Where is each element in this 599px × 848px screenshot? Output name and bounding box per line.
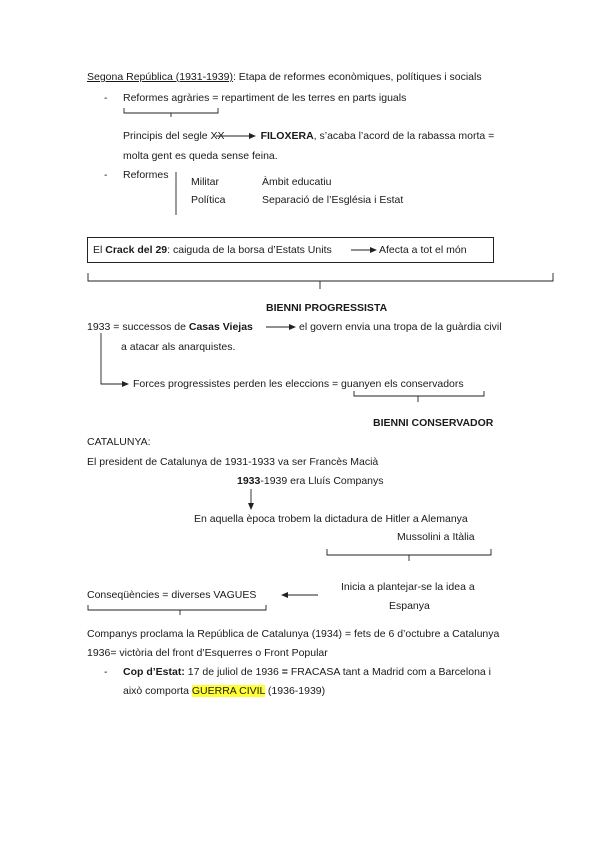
bullet: - bbox=[104, 169, 108, 181]
reform-desc: Àmbit educatiu bbox=[262, 176, 332, 188]
front-popular-line: 1936= victòria del front d’Esquerres o Front Popular bbox=[87, 647, 328, 659]
cop-line bbox=[123, 666, 491, 679]
bracket-under-icon bbox=[327, 549, 491, 555]
cop-bold: Cop d’Estat: bbox=[123, 666, 185, 678]
macia-line: El president de Catalunya de 1931-1933 va ser Francès Macià bbox=[87, 456, 379, 468]
elections-line: Forces progressistes perden les eleccions = guanyen els conservadors bbox=[133, 378, 464, 390]
section-heading: BIENNI PROGRESSISTA bbox=[266, 302, 388, 314]
crack-bold: Crack del 29 bbox=[105, 244, 168, 256]
casas-viejas-consequence: el govern envia una tropa de la guàrdia civil bbox=[299, 321, 502, 333]
page-subtitle: : Etapa de reformes econòmiques, polítiques i socials bbox=[232, 71, 482, 83]
companys-line bbox=[237, 475, 384, 488]
guerra-civil-highlight: GUERRA CIVIL bbox=[191, 685, 266, 697]
consequences-line: Conseqüències = diverses VAGUES bbox=[87, 589, 257, 601]
bullet: - bbox=[104, 666, 108, 678]
dictatorship-line: En aquella època trobem la dictadura de Hitler a Alemanya bbox=[194, 513, 468, 525]
crack-effect: Afecta a tot el món bbox=[379, 244, 467, 256]
casas-viejas-line-2: a atacar als anarquistes. bbox=[121, 341, 236, 353]
bracket-under-icon bbox=[354, 391, 484, 396]
reformes-label: Reformes bbox=[123, 169, 169, 181]
reformes-agraries-text: Reformes agràries = repartiment de les terres en parts iguals bbox=[123, 92, 407, 104]
bracket-under-icon bbox=[124, 108, 218, 113]
companys-year: 1933 bbox=[237, 475, 261, 487]
filoxera-bold: FILOXERA bbox=[260, 130, 314, 142]
companys-rest: -1939 era Lluís Companys bbox=[260, 475, 384, 487]
page-title: Segona República (1931-1939) bbox=[87, 71, 233, 83]
bullet: - bbox=[104, 92, 108, 104]
casas-viejas-line bbox=[87, 321, 253, 334]
guerra-years: (1936-1939) bbox=[265, 685, 326, 697]
filoxera-line bbox=[123, 130, 494, 143]
section-heading: BIENNI CONSERVADOR bbox=[373, 417, 494, 429]
casas-bold: Casas Viejas bbox=[188, 321, 253, 333]
brace-under-icon bbox=[88, 273, 553, 281]
guerra-line bbox=[123, 685, 325, 698]
cop-eq: = bbox=[281, 666, 288, 678]
crack-line bbox=[93, 244, 332, 257]
header-line bbox=[87, 71, 482, 84]
idea-line: Inicia a plantejar-se la idea a bbox=[341, 581, 475, 593]
filoxera-line-2: molta gent es queda sense feina. bbox=[123, 150, 278, 162]
crack-rest: : caiguda de la borsa d’Estats Units bbox=[167, 244, 332, 256]
reform-area: Militar bbox=[191, 176, 219, 188]
cop-rest: FRACASA tant a Madrid com a Barcelona i bbox=[287, 666, 491, 678]
casas-prefix: 1933 = successos de bbox=[87, 321, 189, 333]
reform-desc: Separació de l’Església i Estat bbox=[262, 194, 404, 206]
espanya-line: Espanya bbox=[389, 600, 430, 612]
reform-area: Política bbox=[191, 194, 226, 206]
bracket-under-icon bbox=[88, 605, 266, 610]
catalunya-heading: CATALUNYA: bbox=[87, 436, 151, 448]
filoxera-prefix: Principis del segle XX bbox=[123, 130, 225, 142]
mussolini-line: Mussolini a Itàlia bbox=[397, 531, 475, 543]
republica-line: Companys proclama la República de Catalunya (1934) = fets de 6 d’octubre a Catalunya bbox=[87, 628, 500, 640]
crack-prefix: El bbox=[93, 244, 106, 256]
guerra-prefix: això comporta bbox=[123, 685, 192, 697]
cop-date: 17 de juliol de 1936 bbox=[184, 666, 282, 678]
filoxera-rest: , s’acaba l’acord de la rabassa morta = bbox=[313, 130, 495, 142]
